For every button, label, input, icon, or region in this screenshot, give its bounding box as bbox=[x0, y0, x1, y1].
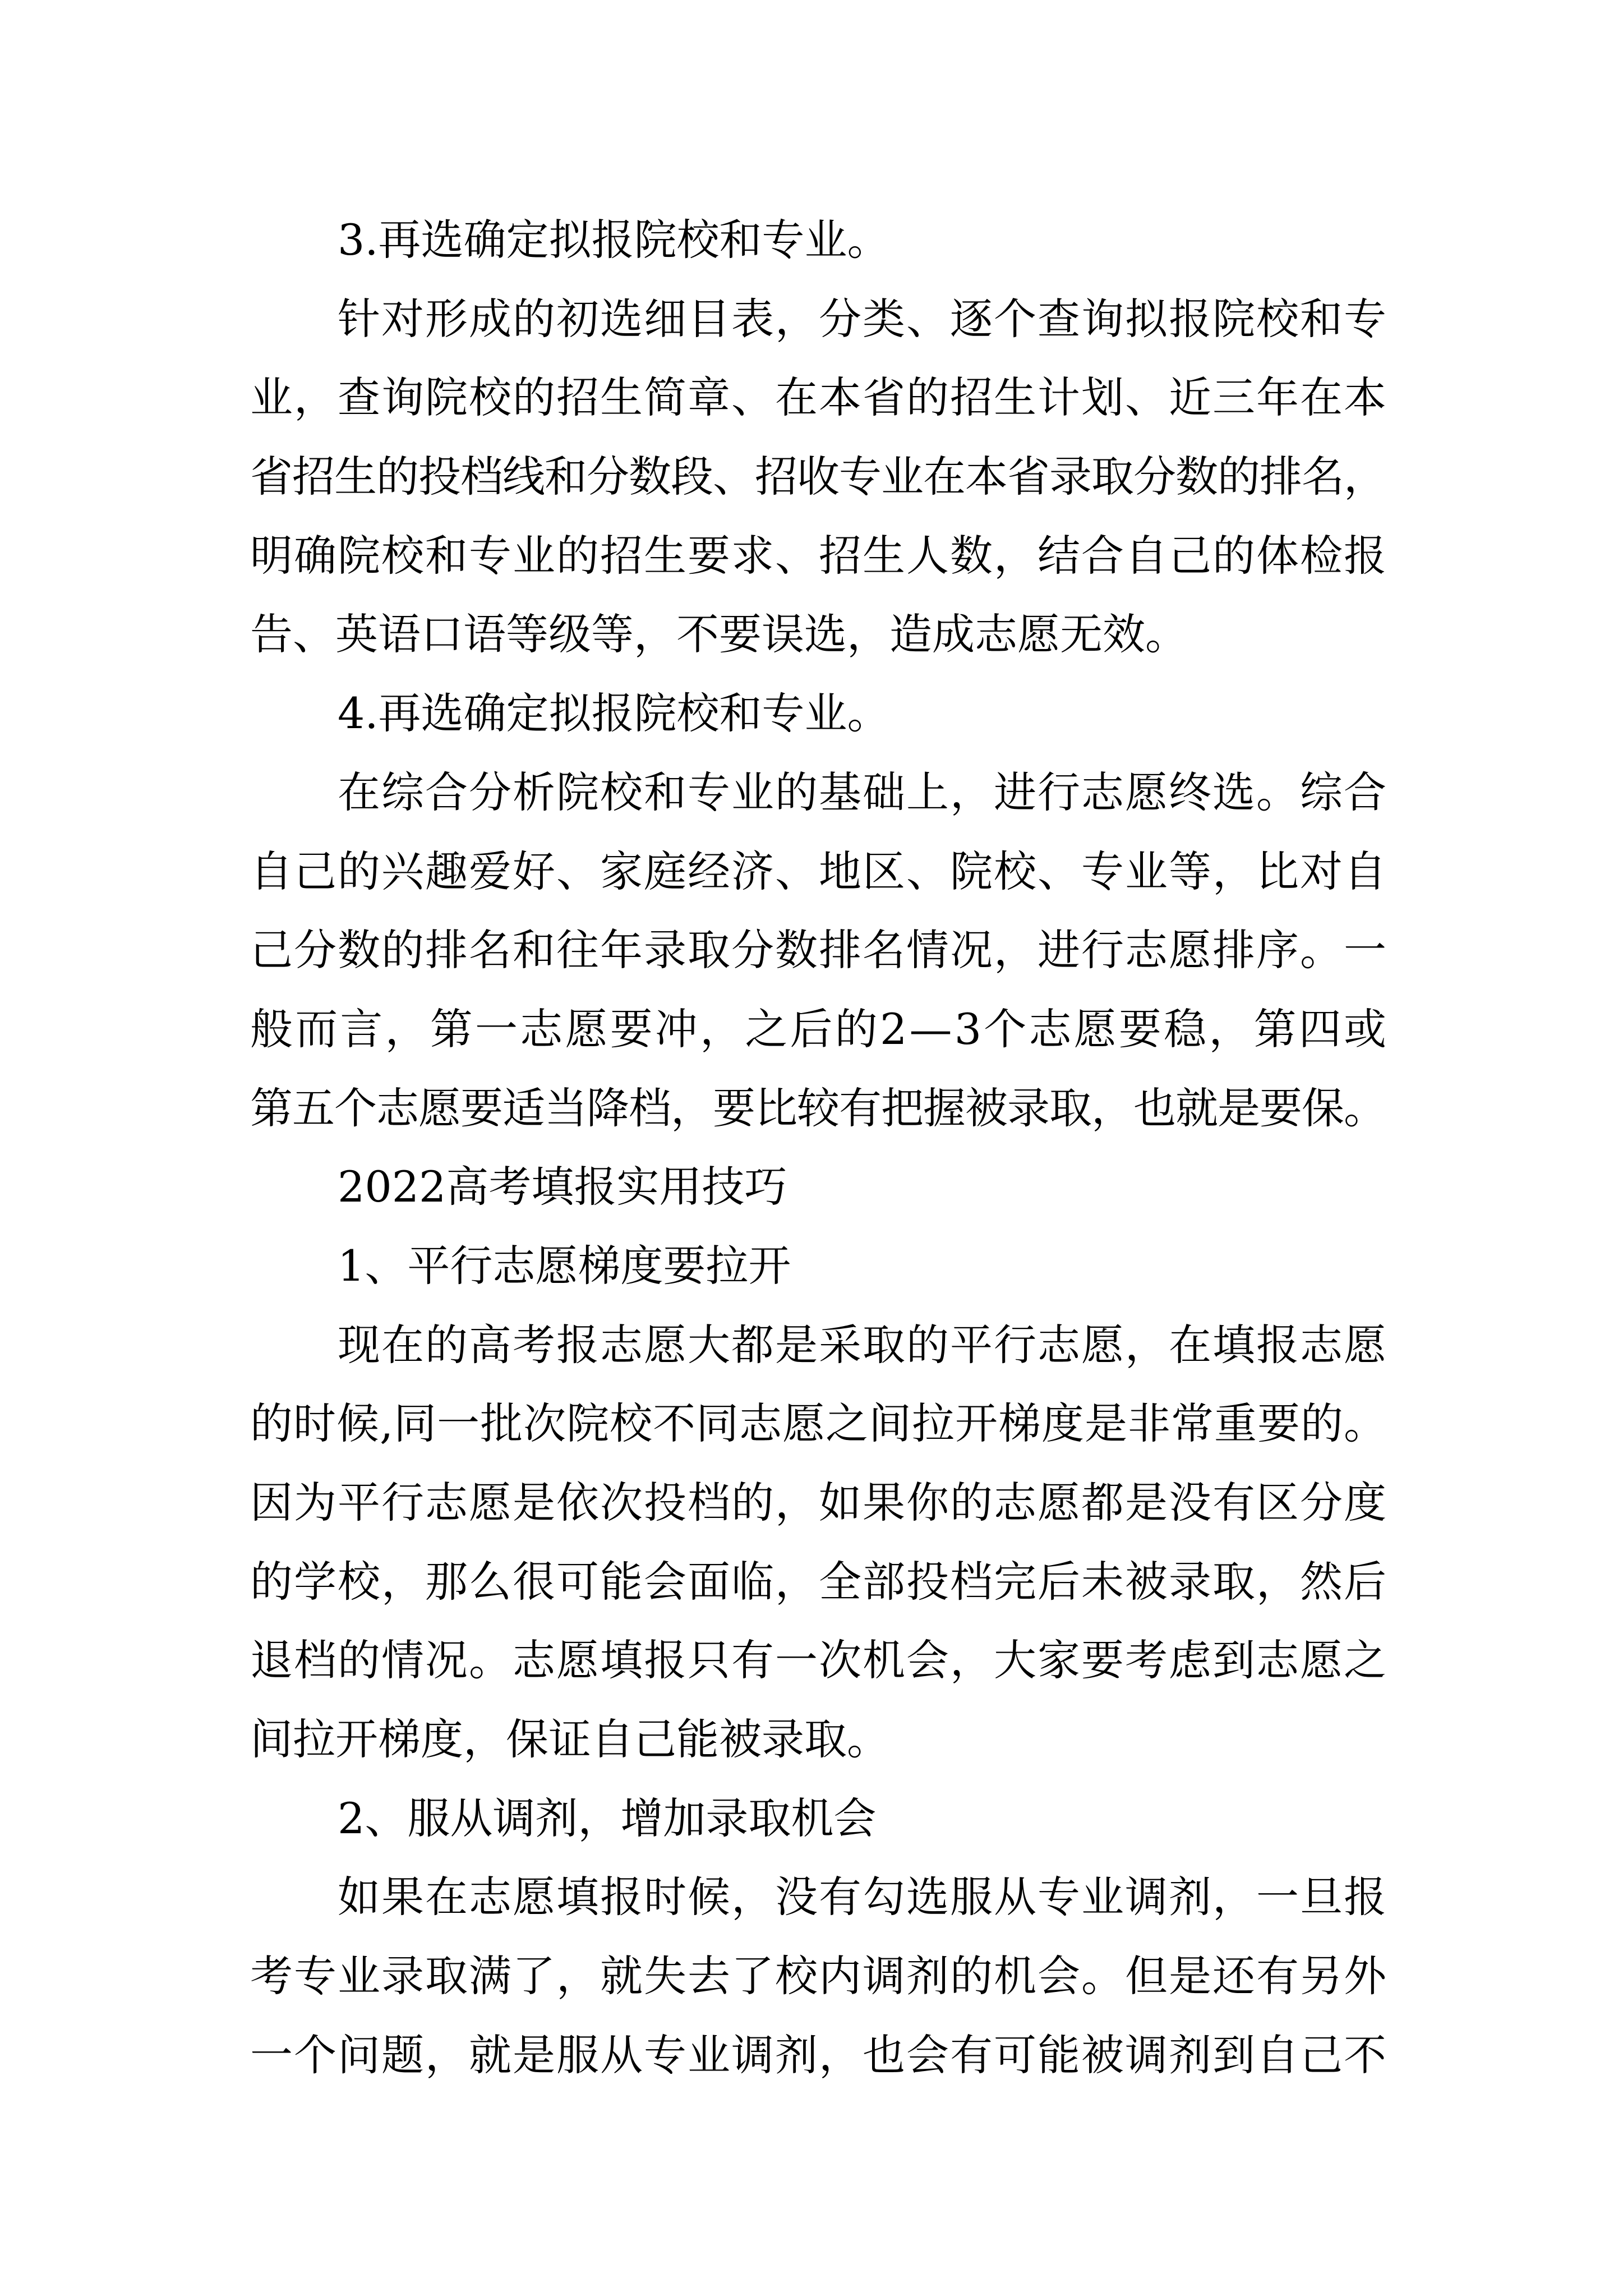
text-line-content: 间拉开梯度，保证自己能被录取。 bbox=[250, 1714, 889, 1765]
text-line-content: 业，查询院校的招生简章、在本省的招生计划、近三年在本 bbox=[250, 372, 1387, 423]
text-line bbox=[250, 1069, 1386, 1148]
document-body bbox=[250, 201, 1389, 2095]
text-line-content: 如果在志愿填报时候，没有勾选服从专业调剂，一旦报 bbox=[338, 1872, 1387, 1922]
text-line bbox=[250, 438, 1386, 517]
text-line-content: 己分数的排名和往年录取分数排名情况，进行志愿排序。一 bbox=[250, 925, 1387, 976]
text-line-content: 考专业录取满了，就失去了校内调剂的机会。但是还有另外 bbox=[250, 1951, 1387, 2001]
text-line bbox=[250, 1621, 1386, 1700]
tip-heading bbox=[250, 1779, 1386, 1858]
text-line bbox=[250, 595, 1386, 674]
text-line bbox=[250, 1306, 1386, 1385]
text-line bbox=[250, 990, 1389, 1069]
paragraph bbox=[250, 753, 1389, 1148]
text-line bbox=[250, 358, 1386, 438]
text-line-content: 2、服从调剂，增加录取机会 bbox=[338, 1793, 877, 1843]
text-line-content: 省招生的投档线和分数段、招收专业在本省录取分数的排名， bbox=[250, 452, 1386, 502]
text-line bbox=[250, 280, 1386, 359]
text-line bbox=[250, 1700, 1386, 1779]
tip-heading bbox=[250, 1227, 1386, 1306]
text-line bbox=[250, 201, 1386, 280]
text-line bbox=[250, 911, 1386, 990]
text-line-content: 针对形成的初选细目表，分类、逐个查询拟报院校和专 bbox=[338, 293, 1387, 344]
text-line bbox=[250, 1464, 1386, 1543]
text-line bbox=[250, 1543, 1386, 1622]
text-line bbox=[250, 1779, 1386, 1858]
text-line-content: 的学校，那么很可能会面临，全部投档完后未被录取，然后 bbox=[250, 1556, 1387, 1607]
text-line bbox=[250, 517, 1386, 596]
text-line-content: 的时候,同一批次院校不同志愿之间拉开梯度是非常重要的。 bbox=[250, 1398, 1387, 1449]
text-line-content: 在综合分析院校和专业的基础上，进行志愿终选。综合 bbox=[338, 767, 1387, 817]
text-line-content: 告、英语口语等级等，不要误选，造成志愿无效。 bbox=[250, 609, 1188, 660]
section-title bbox=[250, 1148, 1386, 1227]
text-line bbox=[250, 674, 1386, 753]
text-line-content: 明确院校和专业的招生要求、招生人数，结合自己的体检报 bbox=[250, 530, 1387, 581]
text-line-content: 4.再选确定拟报院校和专业。 bbox=[338, 688, 890, 739]
text-line-content: 1、平行志愿梯度要拉开 bbox=[338, 1240, 791, 1291]
text-line bbox=[250, 1148, 1386, 1227]
text-line-content: 退档的情况。志愿填报只有一次机会，大家要考虑到志愿之 bbox=[250, 1635, 1387, 1686]
text-line-content: 2022高考填报实用技巧 bbox=[338, 1162, 787, 1212]
text-line-content: 自己的兴趣爱好、家庭经济、地区、院校、专业等，比对自 bbox=[250, 846, 1387, 896]
paragraph bbox=[250, 1858, 1386, 2095]
text-line-content: 现在的高考报志愿大都是采取的平行志愿，在填报志愿 bbox=[338, 1319, 1387, 1370]
text-line bbox=[250, 2016, 1386, 2095]
text-line bbox=[250, 1384, 1386, 1464]
text-line-content: 3.再选确定拟报院校和专业。 bbox=[338, 215, 890, 265]
text-line-content: 因为平行志愿是依次投档的，如果你的志愿都是没有区分度 bbox=[250, 1478, 1387, 1527]
text-line-content: 一个问题，就是服从专业调剂，也会有可能被调剂到自己不 bbox=[250, 2030, 1387, 2080]
step-heading bbox=[250, 674, 1386, 753]
text-line bbox=[250, 1937, 1386, 2016]
paragraph bbox=[250, 1306, 1386, 1779]
text-line bbox=[250, 753, 1386, 832]
text-line-content: 第五个志愿要适当降档，要比较有把握被录取，也就是要保。 bbox=[250, 1083, 1386, 1133]
text-line bbox=[250, 832, 1386, 912]
text-line bbox=[250, 1227, 1386, 1306]
text-line bbox=[250, 1858, 1386, 1937]
text-line-content: 般而言，第一志愿要冲，之后的2—3个志愿要稳，第四或 bbox=[250, 1004, 1389, 1054]
step-heading bbox=[250, 201, 1386, 280]
paragraph bbox=[250, 280, 1386, 674]
